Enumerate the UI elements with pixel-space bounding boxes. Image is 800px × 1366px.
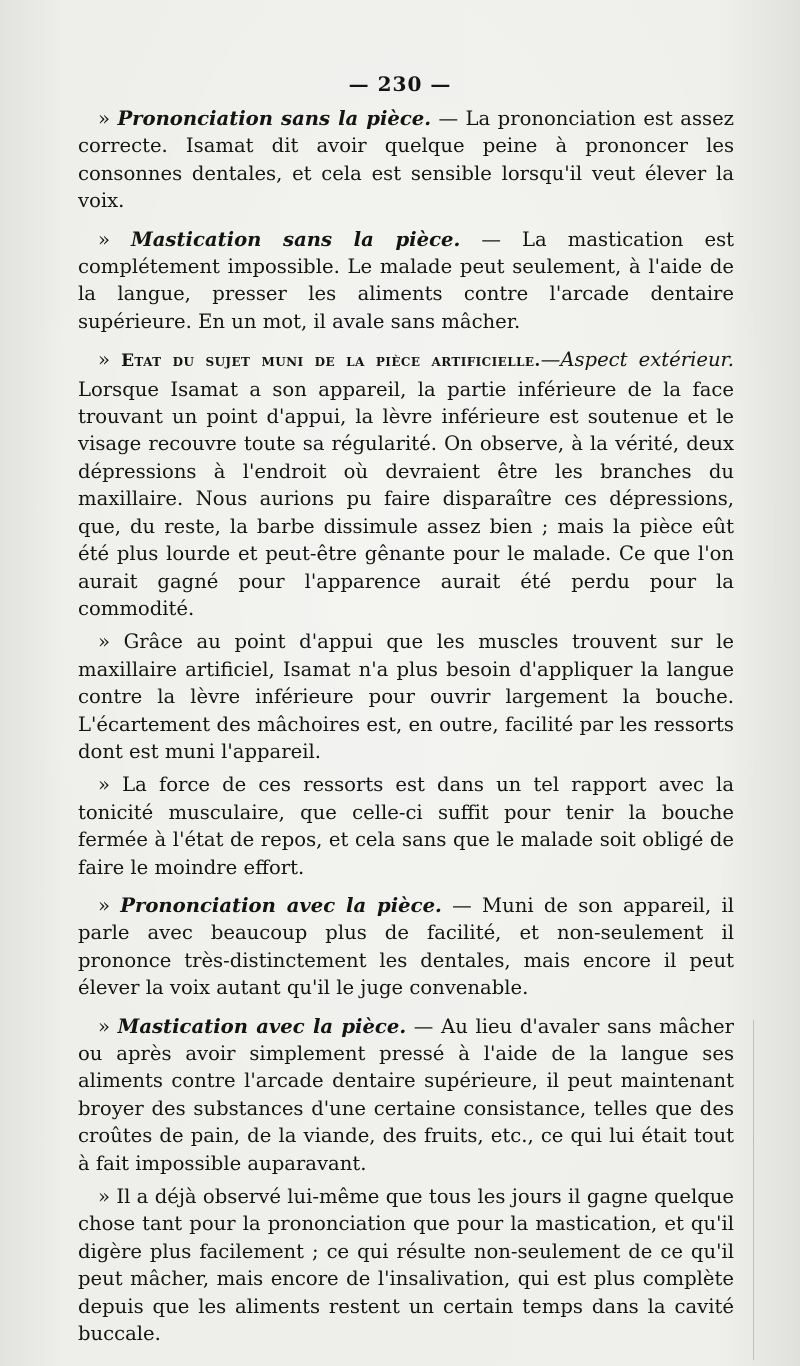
quote-mark: » [98, 107, 118, 130]
paragraph-text: La force de ces ressorts est dans un tel rapport avec la tonicité musculaire, que celle-ci suffit pour tenir la bouche fermée à l'état de repos, et cela sans que le malade soit obligé de faire le moindre effort. [78, 773, 735, 879]
paragraph-mastication-avec-piece [78, 1013, 734, 1177]
paragraph-heading: Mastication sans la pièce. [131, 227, 461, 251]
paragraph-heading: Mastication avec la pièce. [117, 1014, 407, 1038]
paragraph-text: — La prononciation est assez correcte. Isamat dit avoir quelque peine à prononcer les consonnes dentales, et cela est sensible lorsqu'il veut élever la voix. [78, 107, 735, 213]
heading-dash: — [540, 348, 561, 372]
section-heading: Etat du sujet muni de la pièce artificielle. [121, 351, 541, 372]
page-edge-line [753, 1020, 754, 1360]
paragraph-text: Lorsque Isamat a son appareil, la partie inférieure de la face trouvant un point d'appui, la lèvre inférieure est soutenue et le visage recouvre toute sa régularité. On observe, à la vérité, deux dépressions à l'endroit où devraient être les branches du maxillaire. Nous aurions pu faire disparaître ces dépressions, que, du reste, la barbe dissimule assez bien ; mais la pièce eût été plus lourde et peut-être gênante pour le malade. Ce que l'on aurait gagné pour l'apparence aurait été perdu pour la commodité. [78, 377, 734, 620]
page-body [78, 105, 734, 1358]
paragraph-observations [78, 1183, 734, 1347]
quote-mark: » [98, 773, 123, 797]
quote-mark: » [98, 893, 121, 917]
quote-mark: » [98, 1185, 117, 1209]
paragraph-mastication-sans-piece [78, 226, 734, 336]
paragraph-force-ressorts [78, 771, 734, 881]
subsection-heading: Aspect extérieur. [560, 348, 735, 372]
paragraph-point-appui [78, 628, 734, 765]
page-number: — 230 — [348, 72, 452, 96]
quote-mark: » [98, 227, 132, 251]
paragraph-heading: Prononciation avec la pièce. [120, 893, 442, 917]
paragraph-text: — Au lieu d'avaler sans mâcher ou après avoir simplement pressé à l'aide de la langue ses aliments contre l'arcade dentaire supérieure, il peut maintenant broyer des substances d'une certaine consistance, telles que des croûtes de pain, de la viande, des fruits, etc., ce qui lui était tout à fait impossible auparavant. [78, 1014, 734, 1175]
paragraph-heading: Prononciation sans la pièce. [117, 107, 432, 130]
paragraph-text: — La mastication est complétement impossible. Le malade peut seulement, à l'aide de la langue, presser les aliments contre l'arcade dentaire supérieure. En un mot, il avale sans mâcher. [78, 227, 735, 333]
paragraph-prononciation-avec-piece [78, 892, 734, 1002]
paragraph-text: — Muni de son appareil, il parle avec beaucoup plus de facilité, et non-seulement il prononce très-distinctement les dentales, mais encore il peut élever la voix autant qu'il le juge convenable. [78, 893, 734, 1000]
paragraph-prononciation-sans-piece [78, 105, 734, 215]
quote-mark: » [98, 630, 124, 654]
paragraph-text: Grâce au point d'appui que les muscles trouvent sur le maxillaire artificiel, Isamat n'a plus besoin d'appliquer la langue contre la lèvre inférieure pour ouvrir largement la bouche. L'écartement des mâchoires est, en outre, facilité par les ressorts dont est muni l'appareil. [78, 630, 735, 763]
quote-mark: » [98, 348, 122, 372]
paragraph-text: Il a déjà observé lui-même que tous les jours il gagne quelque chose tant pour la prononciation que pour la mastication, et qu'il digère plus facilement ; ce qui résulte non-seulement de ce qu'il peut mâcher, mais encore de l'insalivation, qui est plus complète depuis que les aliments restent un certain temps dans la cavité buccale. [78, 1185, 734, 1346]
paragraph-etat-du-sujet [78, 346, 734, 622]
quote-mark: » [98, 1014, 118, 1038]
